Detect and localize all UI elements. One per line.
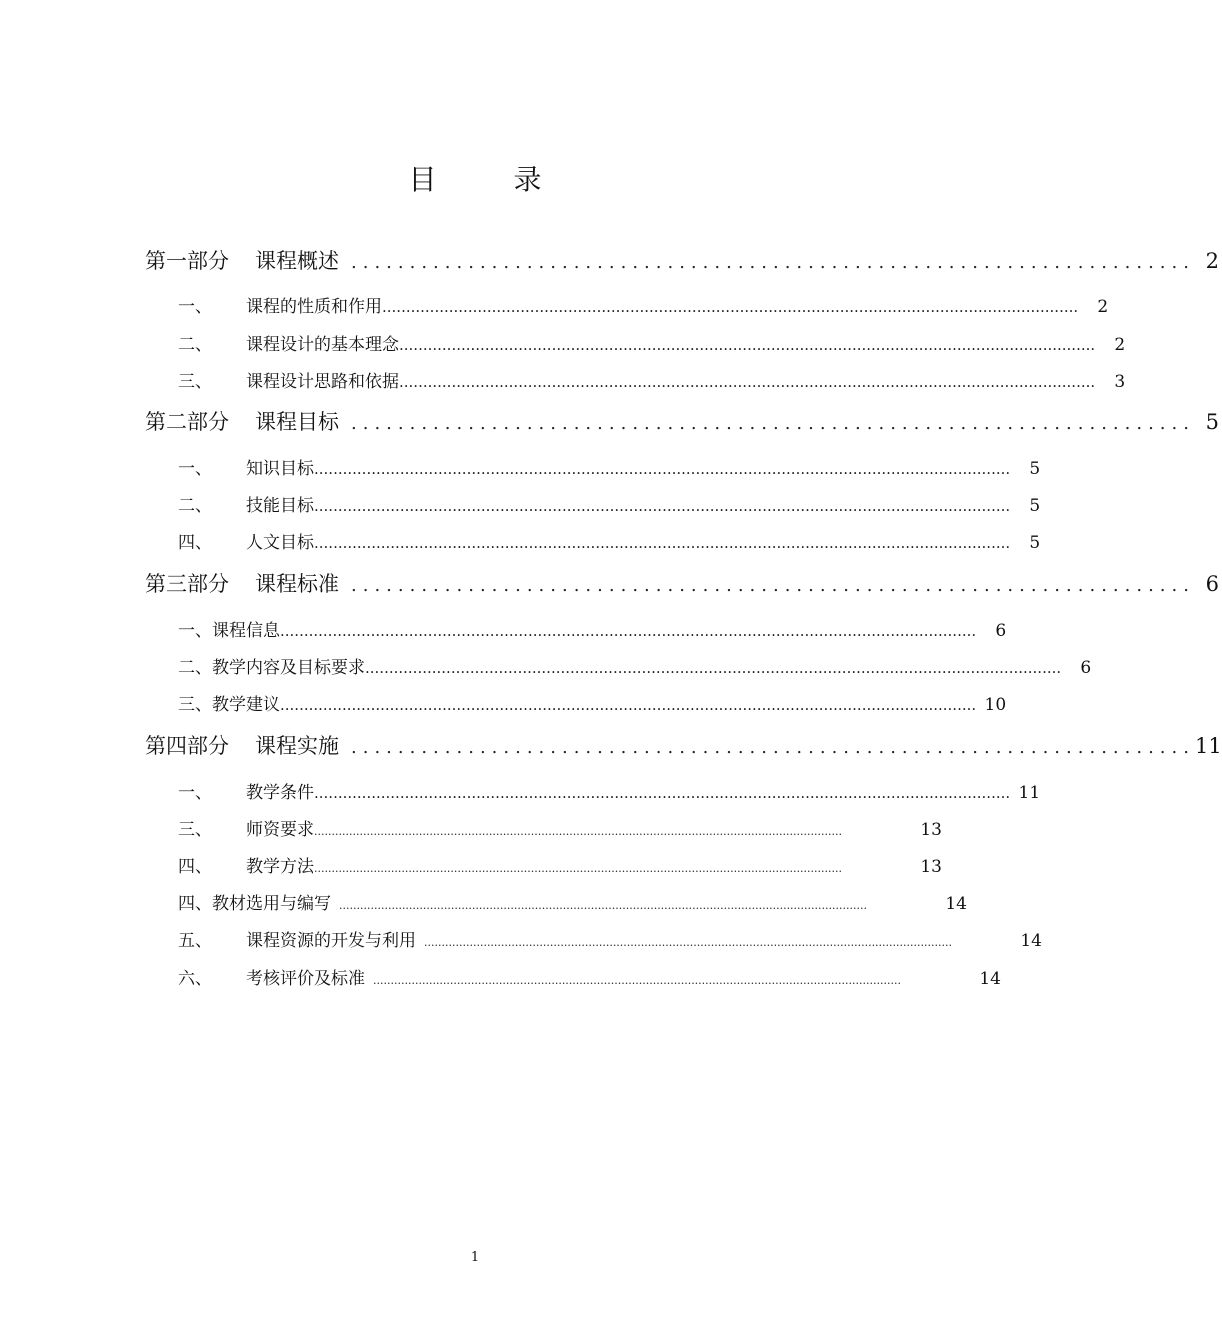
- toc-item[interactable]: [178, 780, 1041, 806]
- dot-leader: ........................................................................: [351, 737, 1195, 758]
- toc-item[interactable]: [178, 928, 1042, 954]
- item-page-number: 2: [1114, 335, 1126, 355]
- page-number: 1: [470, 1250, 480, 1265]
- item-page-number: 5: [1029, 459, 1041, 479]
- toc-item[interactable]: [178, 332, 1126, 358]
- dot-leader: .......................................................................................................................................................: [373, 974, 901, 987]
- item-label: 二、 课程设计的基本理念: [178, 335, 399, 355]
- toc-item[interactable]: [178, 530, 1041, 556]
- item-page-number: 13: [920, 820, 942, 840]
- toc-item[interactable]: [178, 456, 1041, 482]
- dot-leader: .......................................................................................................................................................: [314, 862, 842, 875]
- item-page-number: 5: [1029, 533, 1041, 553]
- item-label: 四、 教学方法: [178, 857, 314, 877]
- part-label: 第四部分 课程实施: [145, 734, 339, 758]
- toc-item[interactable]: [178, 891, 967, 917]
- dot-leader: ........................................................................: [351, 252, 1195, 273]
- item-page-number: 14: [1020, 931, 1042, 951]
- toc-part-4[interactable]: [145, 731, 1222, 761]
- item-label: 一、 教学条件: [178, 783, 314, 803]
- dot-leader: ..................................................................................................................................................: [399, 336, 1096, 354]
- dot-leader: .......................................................................................................................................................: [314, 825, 842, 838]
- item-label: 五、 课程资源的开发与利用: [178, 931, 416, 951]
- dot-leader: .......................................................................................................................................................: [339, 899, 867, 912]
- toc-item[interactable]: [178, 692, 1007, 718]
- dot-leader: ........................................................................: [351, 575, 1195, 596]
- dot-leader: .......................................................................................................................................................: [424, 936, 952, 949]
- toc-item[interactable]: [178, 655, 1092, 681]
- item-label: 三、教学建议: [178, 695, 280, 715]
- part-label: 第三部分 课程标准: [145, 572, 339, 596]
- item-label: 四、教材选用与编写: [178, 894, 331, 914]
- item-page-number: 14: [945, 894, 967, 914]
- item-page-number: 14: [979, 969, 1001, 989]
- dot-leader: ..................................................................................................................................................: [280, 696, 977, 714]
- toc-item[interactable]: [178, 817, 942, 843]
- item-label: 四、 人文目标: [178, 533, 314, 553]
- toc-part-3[interactable]: [145, 569, 1219, 599]
- item-label: 三、 课程设计思路和依据: [178, 372, 399, 392]
- dot-leader: ..................................................................................................................................................: [280, 622, 977, 640]
- dot-leader: ..................................................................................................................................................: [382, 298, 1079, 316]
- dot-leader: ..................................................................................................................................................: [314, 460, 1011, 478]
- item-label: 一、课程信息: [178, 621, 280, 641]
- dot-leader: ........................................................................: [351, 413, 1195, 434]
- item-page-number: 13: [920, 857, 942, 877]
- toc-title: 目 录: [408, 163, 576, 196]
- toc-part-2[interactable]: [145, 407, 1219, 437]
- item-page-number: 5: [1029, 496, 1041, 516]
- item-page-number: 2: [1097, 297, 1109, 317]
- toc-item[interactable]: [178, 618, 1007, 644]
- dot-leader: ..................................................................................................................................................: [399, 373, 1096, 391]
- part-label: 第一部分 课程概述: [145, 249, 339, 273]
- toc-item[interactable]: [178, 369, 1126, 395]
- dot-leader: ..................................................................................................................................................: [314, 534, 1011, 552]
- item-page-number: 3: [1114, 372, 1126, 392]
- item-label: 一、 知识目标: [178, 459, 314, 479]
- part-page-number: 5: [1205, 410, 1219, 434]
- toc-item[interactable]: [178, 294, 1109, 320]
- toc-item[interactable]: [178, 854, 942, 880]
- item-label: 六、 考核评价及标准: [178, 969, 365, 989]
- item-label: 三、 师资要求: [178, 820, 314, 840]
- part-page-number: 2: [1205, 249, 1219, 273]
- toc-part-1[interactable]: [145, 246, 1219, 276]
- item-page-number: 6: [1080, 658, 1092, 678]
- item-label: 一、 课程的性质和作用: [178, 297, 382, 317]
- dot-leader: ..................................................................................................................................................: [314, 497, 1011, 515]
- part-label: 第二部分 课程目标: [145, 410, 339, 434]
- item-label: 二、 技能目标: [178, 496, 314, 516]
- dot-leader: ..................................................................................................................................................: [314, 784, 1011, 802]
- item-page-number: 11: [1018, 783, 1041, 803]
- item-label: 二、教学内容及目标要求: [178, 658, 365, 678]
- item-page-number: 6: [995, 621, 1007, 641]
- toc-item[interactable]: [178, 493, 1041, 519]
- item-page-number: 10: [984, 695, 1007, 715]
- part-page-number: 6: [1205, 572, 1219, 596]
- part-page-number: 11: [1194, 734, 1222, 758]
- dot-leader: ..................................................................................................................................................: [365, 659, 1062, 677]
- toc-item[interactable]: [178, 966, 1001, 992]
